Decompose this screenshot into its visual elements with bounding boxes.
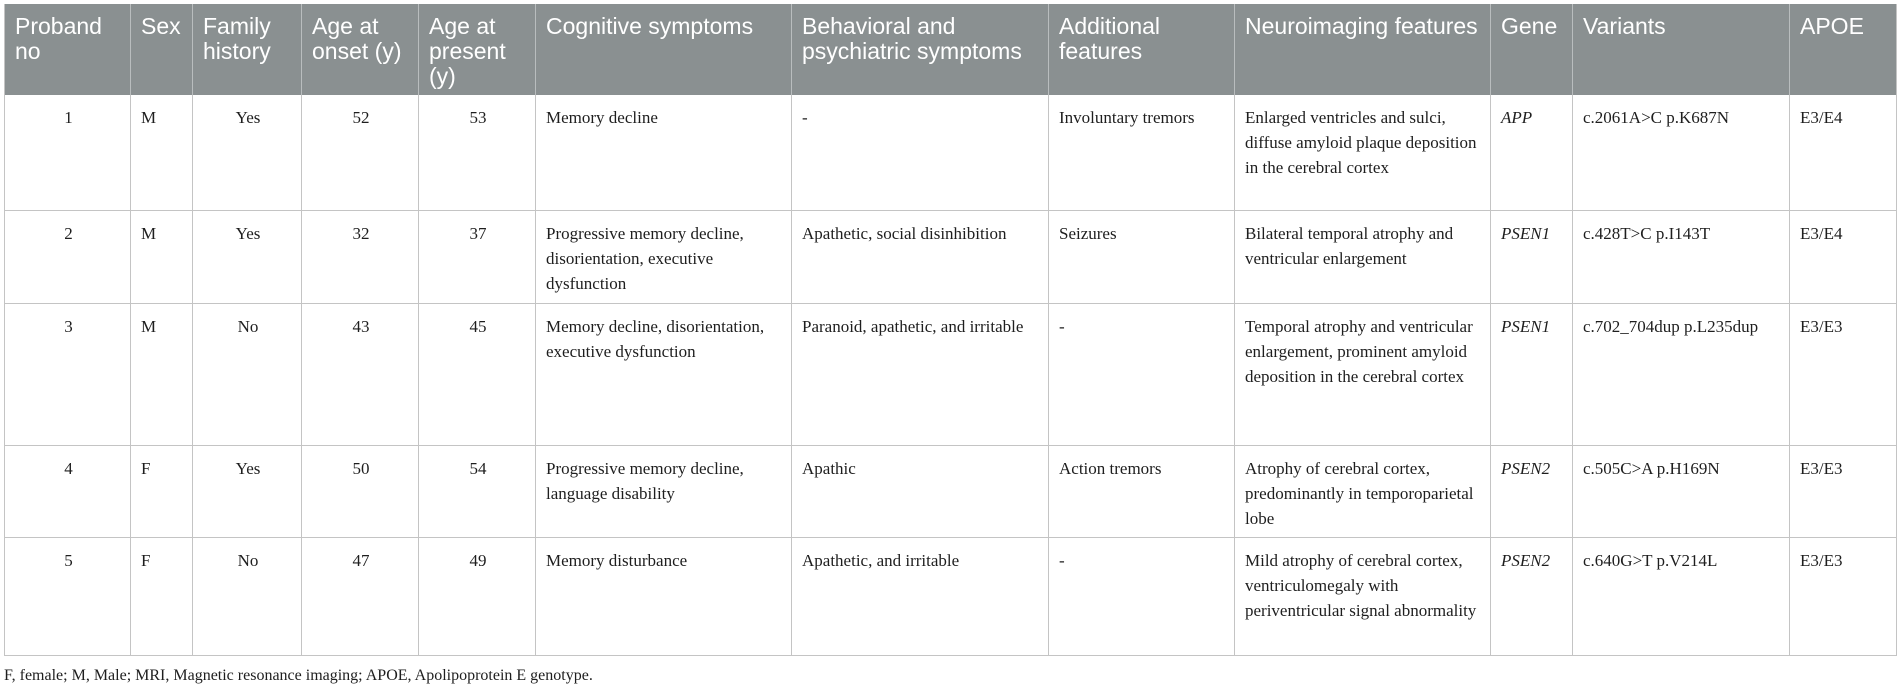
table-row (5, 303, 1897, 445)
cell-additional: - (1049, 537, 1235, 655)
header-age-at-onset: Age at onset (y) (302, 4, 419, 95)
cell-variants: c.2061A>C p.K687N (1573, 95, 1790, 210)
header-apoe: APOE (1790, 4, 1897, 95)
cell-variants: c.428T>C p.I143T (1573, 210, 1790, 303)
cell-age-present: 37 (419, 210, 536, 303)
cell-apoe: E3/E3 (1790, 445, 1897, 537)
cell-family-history: No (193, 303, 302, 445)
cell-apoe: E3/E4 (1790, 95, 1897, 210)
header-neuroimaging-features: Neuroimaging features (1235, 4, 1491, 95)
cell-cognitive: Memory decline (536, 95, 792, 210)
cell-gene: APP (1491, 95, 1573, 210)
header-additional-features: Additional features (1049, 4, 1235, 95)
table-container (4, 4, 1896, 656)
table-row (5, 210, 1897, 303)
cell-family-history: Yes (193, 210, 302, 303)
cell-age-onset: 52 (302, 95, 419, 210)
cell-additional: Seizures (1049, 210, 1235, 303)
cell-gene: PSEN2 (1491, 537, 1573, 655)
cell-age-present: 53 (419, 95, 536, 210)
header-gene: Gene (1491, 4, 1573, 95)
cell-behavioral: - (792, 95, 1049, 210)
cell-age-present: 54 (419, 445, 536, 537)
cell-proband: 2 (5, 210, 131, 303)
cell-additional: Action tremors (1049, 445, 1235, 537)
cell-additional: Involuntary tremors (1049, 95, 1235, 210)
header-variants: Variants (1573, 4, 1790, 95)
table-footnote: F, female; M, Male; MRI, Magnetic resonance imaging; APOE, Apolipoprotein E genotype. (4, 667, 593, 684)
cell-apoe: E3/E4 (1790, 210, 1897, 303)
table-row (5, 537, 1897, 655)
cell-family-history: Yes (193, 445, 302, 537)
cell-apoe: E3/E3 (1790, 537, 1897, 655)
cell-neuroimaging: Atrophy of cerebral cortex, predominantly in temporoparietal lobe (1235, 445, 1491, 537)
proband-table (4, 4, 1897, 656)
cell-age-present: 45 (419, 303, 536, 445)
cell-gene: PSEN1 (1491, 210, 1573, 303)
cell-cognitive: Progressive memory decline, language disability (536, 445, 792, 537)
cell-family-history: No (193, 537, 302, 655)
cell-additional: - (1049, 303, 1235, 445)
cell-gene: PSEN1 (1491, 303, 1573, 445)
cell-behavioral: Apathic (792, 445, 1049, 537)
header-behavioral-symptoms: Behavioral and psychiatric symptoms (792, 4, 1049, 95)
table-row (5, 95, 1897, 210)
cell-neuroimaging: Temporal atrophy and ventricular enlargement, prominent amyloid deposition in the cerebral cortex (1235, 303, 1491, 445)
cell-proband: 1 (5, 95, 131, 210)
header-row (5, 4, 1897, 95)
cell-age-onset: 43 (302, 303, 419, 445)
cell-cognitive: Memory disturbance (536, 537, 792, 655)
cell-sex: M (131, 95, 193, 210)
cell-neuroimaging: Bilateral temporal atrophy and ventricular enlargement (1235, 210, 1491, 303)
cell-apoe: E3/E3 (1790, 303, 1897, 445)
cell-family-history: Yes (193, 95, 302, 210)
cell-neuroimaging: Enlarged ventricles and sulci, diffuse amyloid plaque deposition in the cerebral cortex (1235, 95, 1491, 210)
header-age-at-present: Age at present (y) (419, 4, 536, 95)
header-sex: Sex (131, 4, 193, 95)
cell-variants: c.640G>T p.V214L (1573, 537, 1790, 655)
cell-variants: c.702_704dup p.L235dup (1573, 303, 1790, 445)
cell-behavioral: Apathetic, social disinhibition (792, 210, 1049, 303)
header-family-history: Family history (193, 4, 302, 95)
cell-sex: M (131, 303, 193, 445)
header-cognitive-symptoms: Cognitive symptoms (536, 4, 792, 95)
cell-behavioral: Apathetic, and irritable (792, 537, 1049, 655)
cell-proband: 5 (5, 537, 131, 655)
cell-age-onset: 47 (302, 537, 419, 655)
cell-age-onset: 32 (302, 210, 419, 303)
cell-cognitive: Memory decline, disorientation, executive dysfunction (536, 303, 792, 445)
cell-sex: F (131, 537, 193, 655)
header-proband-no: Proband no (5, 4, 131, 95)
cell-gene: PSEN2 (1491, 445, 1573, 537)
table-row (5, 445, 1897, 537)
cell-age-onset: 50 (302, 445, 419, 537)
cell-neuroimaging: Mild atrophy of cerebral cortex, ventriculomegaly with periventricular signal abnormality (1235, 537, 1491, 655)
cell-behavioral: Paranoid, apathetic, and irritable (792, 303, 1049, 445)
cell-sex: F (131, 445, 193, 537)
cell-sex: M (131, 210, 193, 303)
cell-proband: 3 (5, 303, 131, 445)
cell-variants: c.505C>A p.H169N (1573, 445, 1790, 537)
cell-cognitive: Progressive memory decline, disorientation, executive dysfunction (536, 210, 792, 303)
cell-age-present: 49 (419, 537, 536, 655)
cell-proband: 4 (5, 445, 131, 537)
